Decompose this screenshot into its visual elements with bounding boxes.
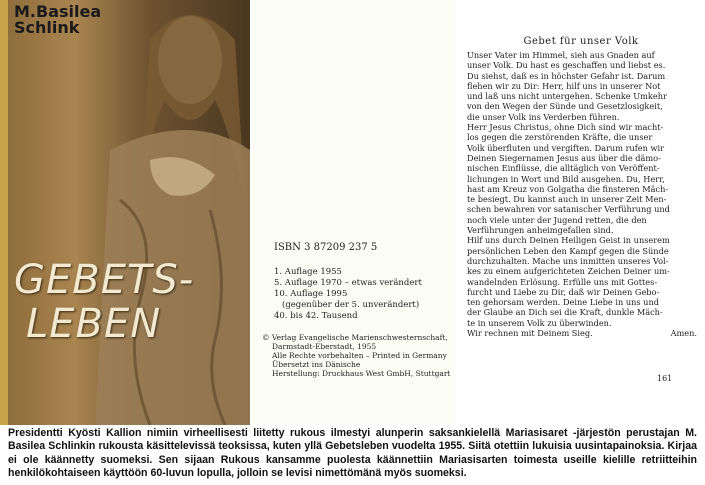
author-first-name: M.Basilea	[14, 2, 102, 21]
book-cover	[0, 0, 250, 425]
title-line-2: LEBEN	[26, 301, 162, 347]
edition-line: 10. Auflage 1995	[274, 289, 348, 299]
prayer-line: Unser Vater im Himmel, sieh aus Gnaden auf	[467, 50, 655, 60]
title-line-1: GEBETS-	[14, 257, 195, 303]
prayer-line: und laß uns nicht untergehen. Schenke Umkehr	[467, 91, 667, 102]
prayer-line: los gegen die zerstörenden Kräfte, die unser	[467, 132, 653, 143]
prayer-line: Volk überfluten und vergiften. Darum rufen wir	[467, 142, 665, 153]
prayer-line: flehen wir zu Dir: Herr, hilf uns in unserer Not	[467, 80, 661, 91]
publisher-line: Herstellung: Druckhaus West GmbH, Stuttgart	[272, 369, 451, 378]
caption: Presidentti Kyösti Kallion nimiin virheellisesti liitetty rukous ilmestyi alunperin saksankielellä Mariasisaret -järjestön perustajan M. Basilea Schlinkin rukousta käsittelevissä teoksissa, kuten yllä Gebetsleben vuodelta 1955. Siitä otettiin lukuisia uusintapainoksia. Kirjaa ei ole käännetty suomeksi. Sen sijaan Rukous kansamme puolesta käännettiin Mariasisarten toimesta useille kielille retriitteihin henkilökohtaiseen käyttöön 60-luvun lopulla, jolloin se levisi nimettömänä myös suomeksi.	[0, 425, 705, 485]
prayer-line: durchzuhalten. Mache uns inmitten unseres Vol-	[467, 255, 669, 266]
edition-line: 5. Auflage 1970 – etwas verändert	[274, 278, 422, 288]
prayer-line: te besiegt. Du kannst auch in unserer Zeit Men-	[467, 194, 667, 205]
page-number: 161	[657, 374, 673, 383]
prayer-last-line: Wir rechnen mit Deinem Sieg.	[467, 328, 593, 339]
prayer-line: wandelnden Erlösung. Erfülle uns mit Gottes-	[467, 276, 658, 287]
cover-author	[14, 4, 101, 36]
author-last-name: Schlink	[14, 18, 80, 37]
prayer-line: furcht und Liebe zu Dir, daß wir Deinen Gebo-	[467, 286, 660, 297]
prayer-line: schen bewahren vor satanischer Verführung und	[467, 204, 670, 215]
publisher-line: Darmstadt-Eberstadt, 1955	[272, 342, 377, 351]
prayer-line: Verführungen anheimgefallen sind.	[467, 225, 614, 236]
prayer-line: ten gehorsam werden. Deine Liebe in uns und	[467, 297, 659, 308]
prayer-line: von den Wegen der Sünde und Gesetzlosigkeit,	[467, 101, 663, 112]
prayer-line: Herr Jesus Christus, ohne Dich sind wir macht-	[467, 122, 664, 133]
copyright-page	[252, 0, 455, 425]
edition-line: 40. bis 42. Tausend	[274, 311, 358, 321]
amen: Amen.	[670, 328, 697, 339]
publisher-line: Übersetzt ins Dänische	[272, 360, 361, 369]
prayer-title: Gebet für unser Volk	[523, 36, 639, 47]
prayer-line: unser Volk. Du hast es geschaffen und liebst es.	[467, 60, 666, 71]
prayer-line: te in unserem Volk zu überwinden.	[467, 317, 612, 328]
prayer-line: kes zu einem aufgerichteten Zeichen Deiner um-	[467, 266, 670, 277]
prayer-line: persönlichen Leben den Kampf gegen die Sünde	[467, 245, 669, 256]
cover-title	[14, 258, 194, 346]
prayer-line: der Glaube an Dich sei die Kraft, dunkle Mäch-	[467, 307, 663, 318]
publisher-line: Alle Rechte vorbehalten – Printed in Germany	[272, 351, 447, 360]
edition-line: 1. Auflage 1955	[274, 267, 342, 277]
prayer-line: Du siehst, daß es in höchster Gefahr ist. Darum	[467, 70, 666, 81]
prayer-line: die unser Volk ins Verderben führen.	[467, 111, 620, 122]
prayer-line: Deinen Siegernamen Jesus aus über die dämo-	[467, 152, 661, 163]
prayer-closing	[467, 328, 697, 338]
publisher-line: © Verlag Evangelische Marienschwesternschaft,	[262, 333, 448, 342]
prayer-line: noch viele unter der Jugend retten, die den	[467, 214, 647, 225]
prayer-line: hast am Kreuz von Golgatha die finsteren Mäch-	[467, 183, 669, 194]
prayer-text	[467, 50, 697, 338]
isbn: ISBN 3 87209 237 5	[274, 242, 378, 253]
prayer-line: Hilf uns durch Deinen Heiligen Geist in unserem	[467, 235, 670, 246]
prayer-line: lichungen in Wort und Bild ausgehen. Du, Herr,	[467, 173, 665, 184]
prayer-line: nischen Einflüsse, die alltäglich von Veröffent-	[467, 163, 660, 174]
publisher-info	[262, 333, 452, 378]
prayer-page	[457, 0, 705, 425]
madonna-statue-image	[0, 0, 250, 425]
edition-list	[274, 267, 422, 322]
edition-line: (gegenüber der 5. unverändert)	[282, 300, 420, 310]
